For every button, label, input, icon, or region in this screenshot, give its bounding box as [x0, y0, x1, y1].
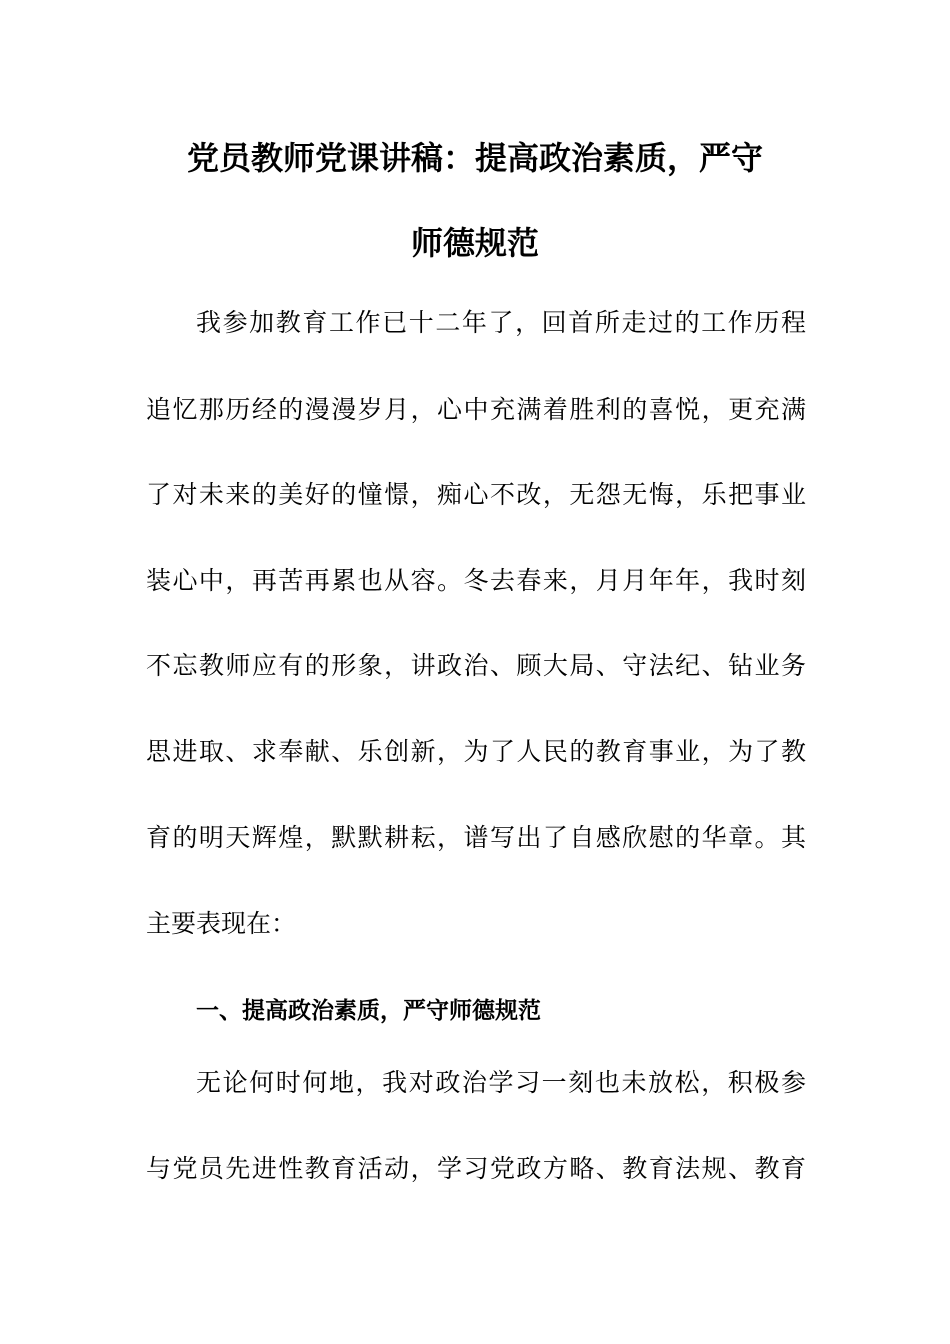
- paragraph-line: 装心中，再苦再累也从容。冬去春来，月月年年，我时刻: [146, 566, 806, 595]
- paragraph-line: 育的明天辉煌，默默耕耘，谱写出了自感欣慰的华章。其: [146, 823, 806, 852]
- paragraph-line: 无论何时何地，我对政治学习一刻也未放松，积极参: [196, 1068, 806, 1097]
- paragraph-line: 了对未来的美好的憧憬，痴心不改，无怨无悔，乐把事业: [146, 480, 806, 509]
- paragraph-line: 与党员先进性教育活动，学习党政方略、教育法规、教育: [146, 1154, 806, 1183]
- paragraph-line: 思进取、求奉献、乐创新，为了人民的教育事业，为了教: [146, 737, 806, 766]
- paragraph-line: 我参加教育工作已十二年了，回首所走过的工作历程: [196, 308, 806, 337]
- paragraph-line: 不忘教师应有的形象，讲政治、顾大局、守法纪、钻业务: [146, 651, 806, 680]
- paragraph-line: 主要表现在：: [146, 909, 297, 938]
- document-title-line-2: 师德规范: [410, 224, 539, 262]
- paragraph-line: 追忆那历经的漫漫岁月，心中充满着胜利的喜悦，更充满: [146, 395, 806, 424]
- document-title-line-1: 党员教师党课讲稿：提高政治素质，严守: [186, 139, 763, 177]
- section-heading: 一、提高政治素质，严守师德规范: [196, 998, 541, 1024]
